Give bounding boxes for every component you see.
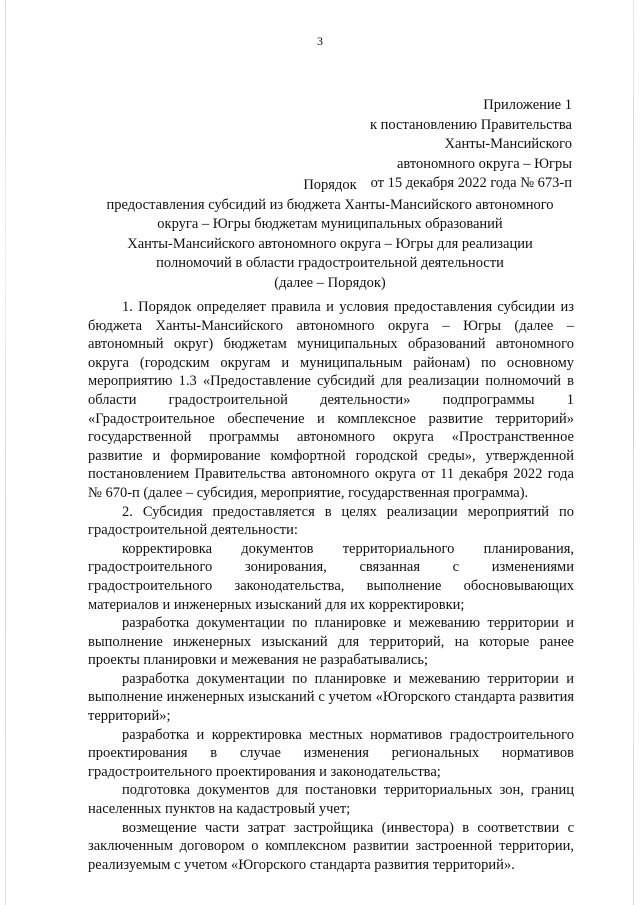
- appendix-line: автономного округа – Югры: [396, 155, 572, 172]
- title-line: (далее – Порядок): [274, 274, 386, 291]
- list-item: возмещение части затрат застройщика (инвестора) в соответствии с заключенным договором о комплексном развитии застроенной территории, реализуемым с учетом «Югорского стандарта развития территорий».: [88, 819, 574, 873]
- list-item: разработка и корректировка местных нормативов градостроительного проектирования в случае изменения региональных нормативов градостроительного проектирования и законодательства;: [88, 726, 574, 780]
- title-line: полномочий в области градостроительной деятельности: [156, 255, 504, 271]
- appendix-line: от 15 декабря 2022 года № 673-п: [370, 175, 572, 191]
- document-body: [88, 298, 574, 874]
- appendix-line: Ханты-Мансийского: [444, 136, 572, 152]
- list-item: корректировка документов территориального планирования, градостроительного зонирования, связанная с изменениями градостроительного законодательства, выполнение обосновывающих материалов и инженерных изысканий для их корректировки;: [88, 540, 574, 613]
- document-title: [80, 176, 580, 293]
- title-line: округа – Югры бюджетам муниципальных образований: [157, 216, 503, 232]
- appendix-line: к постановлению Правительства: [370, 116, 572, 133]
- scan-edge-right: [633, 0, 634, 905]
- title-line: Порядок: [303, 177, 357, 193]
- list-item: разработка документации по планировке и межеванию территории и выполнение инженерных изысканий с учетом «Югорского стандарта развития территорий»;: [88, 670, 574, 725]
- title-line: предоставления субсидий из бюджета Ханты-Мансийского автономного: [106, 196, 554, 213]
- paragraph-2: 2. Субсидия предоставляется в целях реализации мероприятий по градостроительной деятельности:: [88, 503, 574, 539]
- paragraph-1: 1. Порядок определяет правила и условия предоставления субсидии из бюджета Ханты-Мансийского автономного округа – Югры (далее – автономный округ) бюджетам муниципальных образований автономного округа (городским округам и муниципальным районам) по основному мероприятию 1.3 «Предоставление субсидий для реализации полномочий в области градостроительной деятельности» подпрограммы 1 «Градостроительное обеспечение и комплексное развитие территорий» государственной программы автономного округа «Пространственное развитие и формирование комфортной городской среды», утвержденной постановлением Правительства автономного округа от 11 декабря 2022 года № 670-п (далее – субсидия, мероприятие, государственная программа).: [88, 299, 574, 501]
- list-item: разработка документации по планировке и межеванию территории и выполнение инженерных изысканий для территорий, на которые ранее проекты планировки и межевания не разрабатывались;: [88, 615, 574, 669]
- scan-edge-left: [5, 0, 6, 905]
- page-number: 3: [317, 34, 323, 48]
- appendix-line: Приложение 1: [483, 97, 572, 113]
- list-item: подготовка документов для постановки территориальных зон, границ населенных пунктов на кадастровый учет;: [88, 782, 574, 818]
- title-line: Ханты-Мансийского автономного округа – Югры для реализации: [127, 235, 533, 252]
